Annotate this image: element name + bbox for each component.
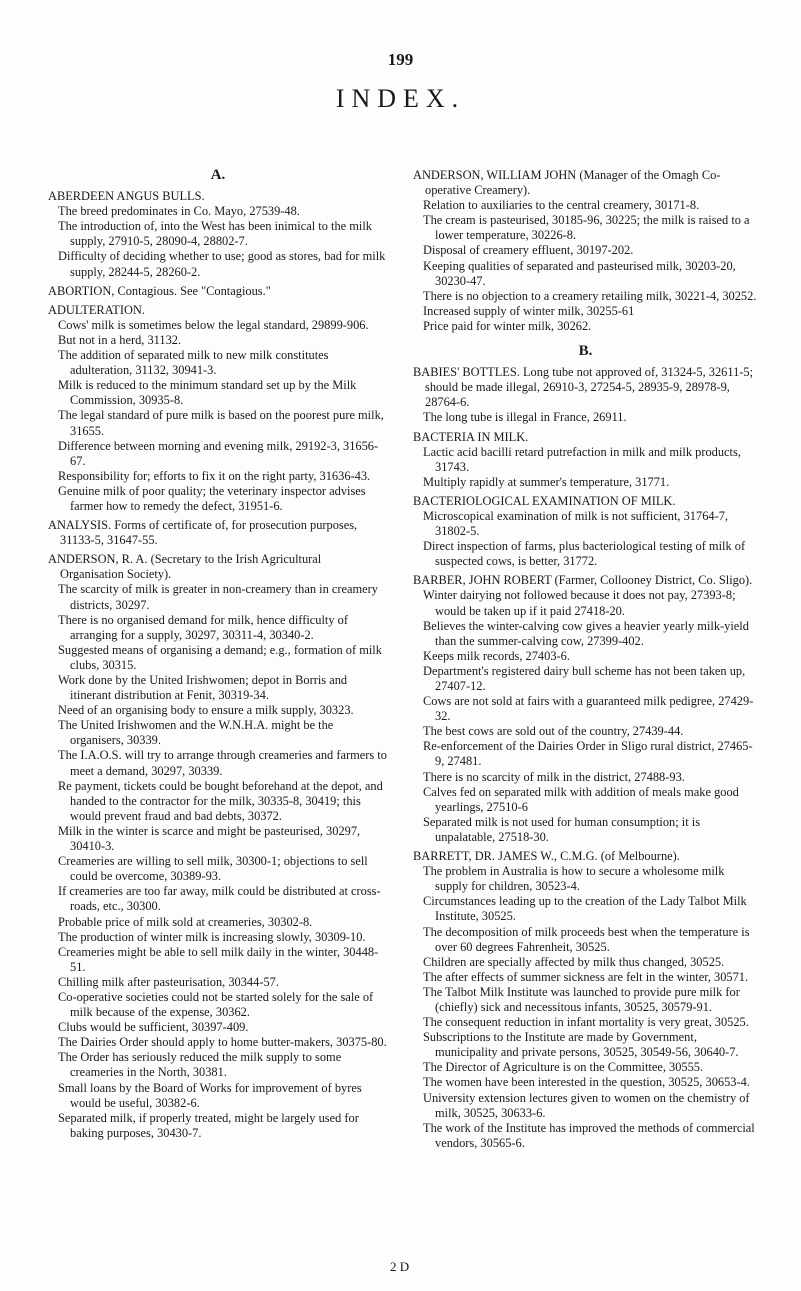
index-subentry: The best cows are sold out of the country, 27439-44. xyxy=(423,724,684,739)
index-subentry: Disposal of creamery effluent, 30197-202. xyxy=(423,243,634,258)
index-subentry: Cows' milk is sometimes below the legal standard, 29899-906. xyxy=(58,317,369,332)
signature-mark: 2 D xyxy=(390,1259,410,1274)
index-subentry: Relation to auxiliaries to the central creamery, 30171-8. xyxy=(423,198,700,213)
index-entry xyxy=(413,494,758,569)
index-subentry: Calves fed on separated milk with addition of meals make good yearlings, 27510-6 xyxy=(423,784,739,814)
index-heading: BARBER, JOHN ROBERT (Farmer, Collooney District, Co. Sligo). xyxy=(413,573,753,588)
index-entry xyxy=(413,168,758,334)
index-subentry: Re payment, tickets could be bought beforehand at the depot, and handed to the contractor for the milk, 30335-8, 30419; this would prevent fraud and bad debts, 30372. xyxy=(58,778,383,823)
index-subentry: Responsibility for; efforts to fix it on the right party, 31636-43. xyxy=(58,468,371,483)
index-subentry: The Director of Agriculture is on the Committee, 30555. xyxy=(423,1060,704,1075)
index-subentry: Winter dairying not followed because it does not pay, 27393-8; would be taken up if it paid 27418-20. xyxy=(423,588,736,618)
index-subentry: The breed predominates in Co. Mayo, 27539-48. xyxy=(58,204,300,219)
index-subentry: Need of an organising body to ensure a milk supply, 30323. xyxy=(58,703,354,718)
index-entry xyxy=(413,849,758,1151)
index-heading: ANDERSON, R. A. (Secretary to the Irish Agricultural Organisation Society). xyxy=(48,552,322,582)
index-entry xyxy=(413,573,758,845)
index-subentry: Microscopical examination of milk is not sufficient, 31764-7, 31802-5. xyxy=(423,508,729,539)
index-subentry: The after effects of summer sickness are felt in the winter, 30571. xyxy=(423,969,749,984)
right-entries-a xyxy=(413,168,758,334)
left-column xyxy=(48,168,388,1145)
index-subentry: University extension lectures given to women on the chemistry of milk, 30525, 30633-6. xyxy=(423,1090,750,1120)
index-subentry: Creameries might be able to sell milk daily in the winter, 30448-51. xyxy=(58,944,379,974)
index-heading: BARRETT, DR. JAMES W., C.M.G. (of Melbourne). xyxy=(413,849,680,864)
index-subentry: The scarcity of milk is greater in non-creamery than in creamery districts, 30297. xyxy=(58,582,378,612)
index-subentry: The United Irishwomen and the W.N.H.A. might be the organisers, 30339. xyxy=(58,718,334,748)
index-subentry: Increased supply of winter milk, 30255-61 xyxy=(423,303,635,318)
index-subentry: The addition of separated milk to new milk constitutes adulteration, 31132, 30941-3. xyxy=(58,348,329,378)
index-subentry: The Dairies Order should apply to home butter-makers, 30375-80. xyxy=(58,1035,387,1050)
index-subentry: The decomposition of milk proceeds best when the temperature is over 60 degrees Fahrenheit, 30525. xyxy=(423,924,750,954)
index-subentry: Suggested means of organising a demand; e.g., formation of milk clubs, 30315. xyxy=(58,642,382,672)
index-subentry: Difficulty of deciding whether to use; good as stores, bad for milk supply, 28244-5, 28260-2. xyxy=(58,249,386,279)
index-heading: ABERDEEN ANGUS BULLS. xyxy=(48,189,205,204)
index-subentry: Department's registered dairy bull scheme has not been taken up, 27407-12. xyxy=(423,663,746,693)
index-heading: BACTERIOLOGICAL EXAMINATION OF MILK. xyxy=(413,493,676,508)
index-subentry: Milk is reduced to the minimum standard set up by the Milk Commission, 30935-8. xyxy=(58,378,357,408)
index-subentry: The legal standard of pure milk is based on the poorest pure milk, 31655. xyxy=(58,408,384,438)
index-heading: BACTERIA IN MILK. xyxy=(413,429,529,444)
index-subentry: There is no organised demand for milk, hence difficulty of arranging for a supply, 30297, 30311-4, 30340-2. xyxy=(58,612,348,642)
index-subentry: Price paid for winter milk, 30262. xyxy=(423,318,592,333)
index-subentry: Small loans by the Board of Works for improvement of byres would be useful, 30382-6. xyxy=(58,1080,362,1110)
right-column xyxy=(413,168,758,1155)
index-subentry: Separated milk is not used for human consumption; it is unpalatable, 27518-30. xyxy=(423,814,701,844)
section-letter-b: B. xyxy=(578,343,593,360)
index-subentry: Co-operative societies could not be started solely for the sale of milk because of the expense, 30362. xyxy=(58,989,374,1020)
index-subentry: Difference between morning and evening milk, 29192-3, 31656-67. xyxy=(58,438,379,468)
index-subentry: Believes the winter-calving cow gives a heavier yearly milk-yield than the summer-calving cow, 27399-402. xyxy=(423,618,749,648)
index-subentry: Separated milk, if properly treated, might be largely used for baking purposes, 30430-7. xyxy=(58,1110,359,1140)
index-subentry: The Order has seriously reduced the milk supply to some creameries in the North, 30381. xyxy=(58,1050,342,1080)
right-entries-b xyxy=(413,365,758,1151)
page-number: 199 xyxy=(387,50,414,69)
index-subentry: The cream is pasteurised, 30185-96, 30225; the milk is raised to a lower temperature, 30226-8. xyxy=(423,213,750,243)
index-subentry: Children are specially affected by milk thus changed, 30525. xyxy=(423,954,725,969)
index-subentry: Milk in the winter is scarce and might be pasteurised, 30297, 30410-3. xyxy=(58,823,361,854)
index-subentry: Keeping qualities of separated and pasteurised milk, 30203-20, 30230-47. xyxy=(423,258,736,288)
index-heading: ANALYSIS. Forms of certificate of, for prosecution purposes, 31133-5, 31647-55. xyxy=(48,518,358,548)
index-subentry: Cows are not sold at fairs with a guaranteed milk pedigree, 27429-32. xyxy=(423,694,754,724)
index-entry xyxy=(48,518,388,548)
index-subentry: The long tube is illegal in France, 26911. xyxy=(423,410,627,425)
index-subentry: Re-enforcement of the Dairies Order in Sligo rural district, 27465-9, 27481. xyxy=(423,739,753,769)
index-entry xyxy=(48,284,388,299)
left-entries xyxy=(48,189,388,1141)
index-subentry: Circumstances leading up to the creation of the Lady Talbot Milk Institute, 30525. xyxy=(423,894,747,924)
index-entry xyxy=(413,430,758,490)
index-subentry: Keeps milk records, 27403-6. xyxy=(423,648,570,663)
index-subentry: The Talbot Milk Institute was launched to provide pure milk for (chiefly) sick and necessitous infants, 30525, 30579-91. xyxy=(423,984,740,1014)
index-subentry: The women have been interested in the question, 30525, 30653-4. xyxy=(423,1075,750,1090)
index-heading: BABIES' BOTTLES. Long tube not approved of, 31324-5, 32611-5; should be made illegal, 26910-3, 27254-5, 28935-9, 28978-9, 28764-6. xyxy=(413,365,754,410)
section-letter-a: A. xyxy=(210,167,226,183)
index-subentry: The I.A.O.S. will try to arrange through creameries and farmers to meet a demand, 30297, 30339. xyxy=(58,748,387,778)
page-title: INDEX. xyxy=(335,84,466,113)
index-subentry: Subscriptions to the Institute are made by Government, municipality and private persons, 30525, 30549-56, 30640-7. xyxy=(423,1030,739,1060)
index-subentry: Lactic acid bacilli retard putrefaction in milk and milk products, 31743. xyxy=(423,444,741,474)
index-subentry: The consequent reduction in infant mortality is very great, 30525. xyxy=(423,1015,749,1030)
index-heading: ANDERSON, WILLIAM JOHN (Manager of the Omagh Co-operative Creamery). xyxy=(413,168,721,198)
index-entry xyxy=(48,189,388,280)
index-entry xyxy=(413,365,758,425)
index-subentry: The problem in Australia is how to secure a wholesome milk supply for children, 30523-4. xyxy=(423,864,725,894)
index-subentry: The work of the Institute has improved the methods of commercial vendors, 30565-6. xyxy=(423,1120,755,1150)
index-entry xyxy=(48,303,388,514)
index-subentry: There is no scarcity of milk in the district, 27488-93. xyxy=(423,769,685,784)
index-heading: ABORTION, Contagious. See "Contagious." xyxy=(48,283,271,298)
index-subentry: Direct inspection of farms, plus bacteriological testing of milk of suspected cows, is better, 31772. xyxy=(423,539,746,569)
index-subentry: The production of winter milk is increasing slowly, 30309-10. xyxy=(58,929,366,944)
index-subentry: Multiply rapidly at summer's temperature, 31771. xyxy=(423,474,670,489)
index-subentry: But not in a herd, 31132. xyxy=(58,332,182,347)
index-subentry: There is no objection to a creamery retailing milk, 30221-4, 30252. xyxy=(423,288,757,303)
index-subentry: Probable price of milk sold at creameries, 30302-8. xyxy=(58,914,313,929)
index-subentry: Creameries are willing to sell milk, 30300-1; objections to sell could be overcome, 30389-93. xyxy=(58,854,368,884)
index-subentry: The introduction of, into the West has been inimical to the milk supply, 27910-5, 28090-4, 28802-7. xyxy=(58,219,372,249)
index-subentry: Clubs would be sufficient, 30397-409. xyxy=(58,1020,249,1035)
index-subentry: Work done by the United Irishwomen; depot in Borris and itinerant distribution at Fenit, 30319-34. xyxy=(58,673,348,703)
index-subentry: If creameries are too far away, milk could be distributed at cross-roads, etc., 30300. xyxy=(58,884,381,914)
index-subentry: Chilling milk after pasteurisation, 30344-57. xyxy=(58,974,279,989)
index-entry xyxy=(48,552,388,1141)
index-subentry: Genuine milk of poor quality; the veterinary inspector advises farmer how to remedy the defect, 31951-6. xyxy=(58,483,366,513)
index-heading: ADULTERATION. xyxy=(48,302,145,317)
